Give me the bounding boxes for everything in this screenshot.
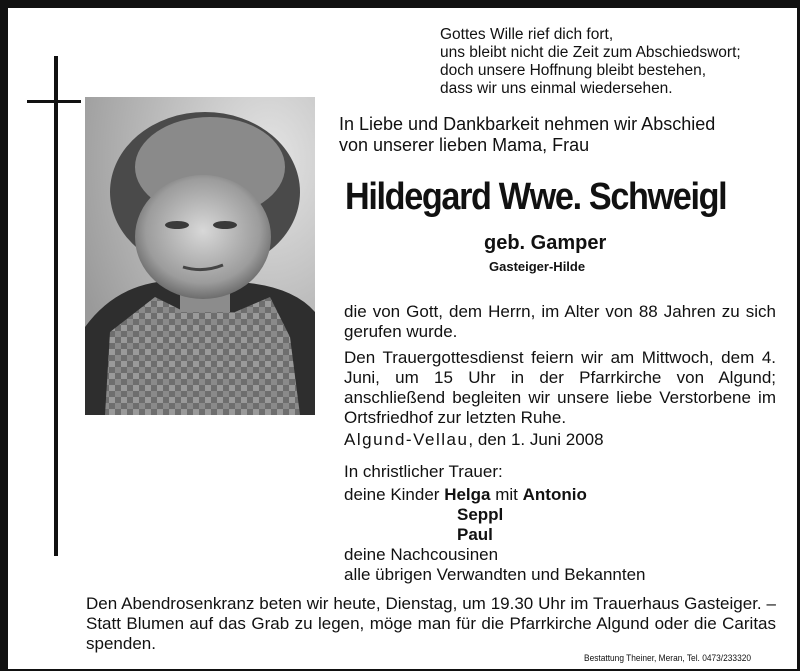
- maiden-name: geb. Gamper: [484, 232, 607, 254]
- child-name: Seppl: [457, 505, 504, 524]
- cross-icon: [54, 56, 58, 556]
- poem-line: Gottes Wille rief dich fort,: [440, 26, 614, 43]
- children-line: [344, 485, 587, 505]
- intro-line: von unserer lieben Mama, Frau: [339, 135, 590, 155]
- portrait-photo: [85, 97, 315, 415]
- place-date: [344, 430, 604, 450]
- service-paragraph: Den Trauergottesdienst feiern wir am Mittwoch, dem 4. Juni, um 15 Uhr in der Pfarrkirche von Algund; anschließend begleiten wir unsere liebe Verstorbene im Ortsfriedhof zur letzten Ruhe.: [344, 348, 776, 427]
- intro-line: In Liebe und Dankbarkeit nehmen wir Abschied: [339, 114, 716, 134]
- partner-name: Antonio: [522, 485, 587, 504]
- nickname: Gasteiger-Hilde: [489, 259, 586, 274]
- child-name: Paul: [457, 525, 493, 544]
- deceased-name: Hildegard Wwe. Schweigl: [345, 176, 727, 218]
- poem-line: dass wir uns einmal wiedersehen.: [440, 80, 673, 97]
- with-word: mit: [495, 485, 518, 504]
- poem: [440, 26, 741, 98]
- cousins-line: deine Nachcousinen: [344, 545, 499, 564]
- place: Algund-Vellau: [344, 430, 469, 449]
- rosary-info: Den Abendrosenkranz beten wir heute, Dienstag, um 19.30 Uhr im Trauerhaus Gasteiger. – Statt Blumen auf das Grab zu legen, möge man für die Pfarrkirche Algund oder die Caritas spenden.: [86, 594, 776, 653]
- intro-text: [339, 114, 779, 156]
- children-prefix: deine Kinder: [344, 485, 440, 504]
- funeral-home-credit: Bestattung Theiner, Meran, Tel. 0473/233320: [584, 653, 752, 664]
- poem-line: uns bleibt nicht die Zeit zum Abschiedswort;: [440, 44, 741, 61]
- child-name: Helga: [444, 485, 491, 504]
- poem-line: doch unsere Hoffnung bleibt bestehen,: [440, 62, 706, 79]
- cross-icon-bar: [27, 100, 81, 103]
- death-paragraph: die von Gott, dem Herrn, im Alter von 88 Jahren zu sich gerufen wurde.: [344, 302, 776, 341]
- mourning-intro: In christlicher Trauer:: [344, 462, 503, 481]
- relatives-line: alle übrigen Verwandten und Bekannten: [344, 565, 646, 584]
- date: , den 1. Juni 2008: [468, 430, 604, 449]
